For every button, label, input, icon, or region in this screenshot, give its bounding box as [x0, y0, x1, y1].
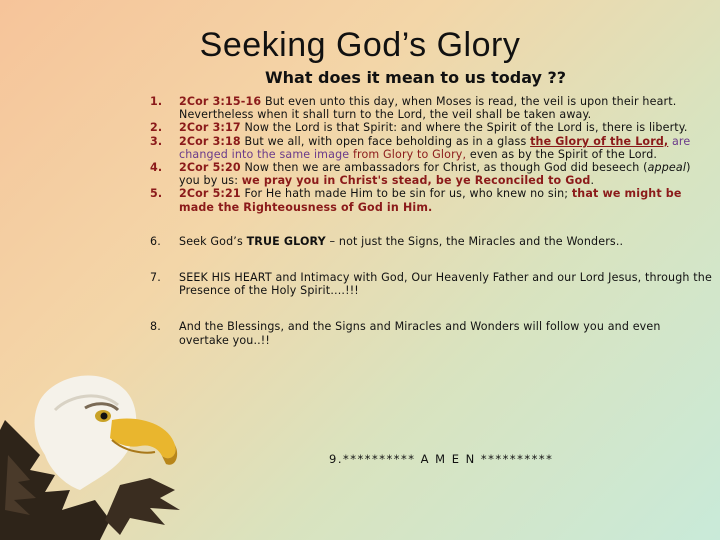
- item-number: 4.: [150, 161, 163, 175]
- item-number: 5.: [150, 187, 163, 201]
- item-text: And the Blessings, and the Signs and Miracles and Wonders will follow you and even overtake you..!!: [179, 320, 661, 347]
- list-item-5: [150, 187, 712, 213]
- item-text: [179, 235, 712, 248]
- scripture-ref: 2Cor 3:18: [179, 134, 241, 148]
- eagle-icon: [0, 360, 185, 540]
- list-item-7: [150, 271, 712, 297]
- item-text-b: – not just the Signs, the Miracles and the Wonders..: [329, 234, 624, 248]
- page-subtitle: What does it mean to us today ??: [265, 68, 567, 87]
- item-number: 6.: [150, 234, 161, 248]
- scripture-ref: 2Cor 5:20: [179, 161, 241, 175]
- verse-emphasis: that we might be made the Righteousness of God in Him.: [179, 187, 682, 214]
- item-text: SEEK HIS HEART and Intimacy with God, Our Heavenly Father and our Lord Jesus, through the Presence of the Holy Spirit….!!!: [179, 271, 712, 298]
- verse-text: .: [590, 174, 595, 188]
- item-emphasis: TRUE GLORY: [246, 234, 326, 248]
- item-number: 8.: [150, 320, 161, 334]
- verse-text: But we all, with open face beholding as in a glass: [244, 134, 527, 148]
- list-item-1: [150, 95, 712, 121]
- list-item-4: [150, 161, 712, 187]
- item-text: [179, 135, 712, 161]
- verse-text: Now the Lord is that Spirit: and where the Spirit of the Lord is, there is liberty.: [244, 121, 688, 135]
- scripture-ref: 2Cor 5:21: [179, 187, 241, 201]
- page-title: Seeking God’s Glory: [199, 26, 521, 64]
- scripture-list: [150, 95, 712, 347]
- verse-emphasis: we pray you in Christ's stead, be ye Reconciled to God: [241, 174, 591, 188]
- verse-text: even as by the Spirit of the Lord.: [469, 147, 658, 161]
- amen-line: 9.********** A M E N **********: [329, 452, 554, 466]
- verse-emphasis: are changed into the same image: [179, 134, 691, 161]
- list-item-3: [150, 135, 712, 161]
- verse-text: ) you by us:: [179, 161, 691, 188]
- item-text: [179, 161, 712, 187]
- item-text: [179, 95, 712, 121]
- verse-text: But even unto this day, when Moses is read, the veil is upon their heart. Nevertheless when it shall turn to the Lord, the veil shall be taken away.: [179, 95, 677, 122]
- item-number: 1.: [150, 95, 163, 108]
- verse-emphasis: the Glory of the Lord,: [530, 134, 669, 148]
- item-number: 3.: [150, 134, 163, 148]
- verse-text: For He hath made Him to be sin for us, who knew no sin;: [244, 187, 569, 201]
- scripture-ref: 2Cor 3:17: [179, 121, 241, 135]
- list-item-8: [150, 320, 712, 346]
- item-number: 2.: [150, 121, 163, 135]
- item-text: [179, 187, 712, 213]
- item-number: 7.: [150, 271, 161, 285]
- verse-emphasis: from Glory to Glory,: [352, 147, 467, 161]
- verse-italic: appeal: [647, 161, 687, 175]
- list-item-6: [150, 235, 712, 248]
- item-text: [179, 121, 712, 134]
- scripture-ref: 2Cor 3:15-16: [179, 95, 262, 108]
- verse-text: Now then we are ambassadors for Christ, as though God did beseech (: [244, 161, 648, 175]
- item-text-a: Seek God’s: [179, 234, 243, 248]
- list-item-2: [150, 121, 712, 134]
